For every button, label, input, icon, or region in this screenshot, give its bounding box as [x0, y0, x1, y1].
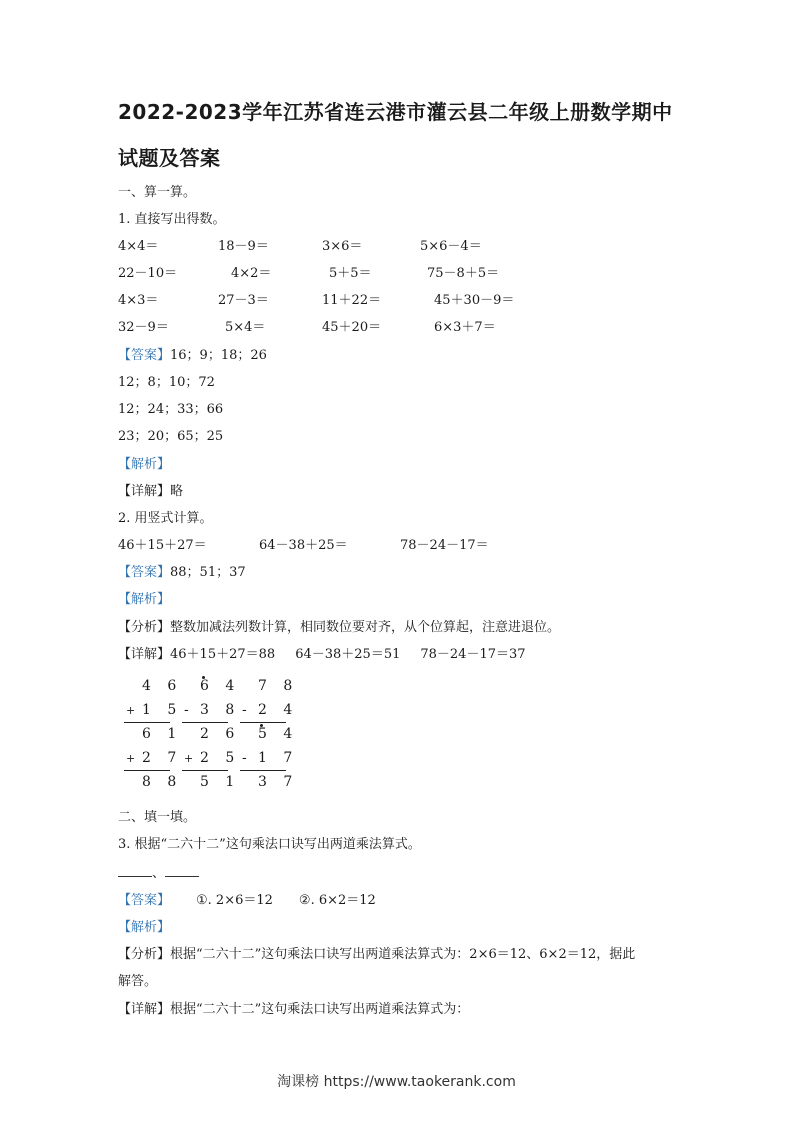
detail-tag: 【详解】 — [118, 484, 171, 499]
q1-answer-line1 — [118, 344, 267, 363]
q1-prompt: 1. 直接写出得数。 — [118, 212, 226, 227]
vertical-row: 1 7 — [258, 750, 299, 766]
q1-expr: 75－8＋5＝ — [427, 266, 500, 281]
detail-tag: 【详解】 — [118, 1002, 171, 1017]
detail-item: 64－38＋25＝51 — [295, 647, 401, 662]
answer-tag: 【答案】 — [118, 348, 171, 363]
q1-expr: 4×3＝ — [118, 293, 159, 308]
answer-text: 16；9；18；26 — [170, 348, 267, 363]
vertical-row: 8 8 — [142, 774, 183, 790]
detail-item: 46＋15＋27＝88 — [170, 647, 276, 662]
detail-text: 根据“二六十二”这句乘法口诀写出两道乘法算式为： — [170, 1002, 470, 1017]
vertical-line — [124, 770, 170, 771]
fenxi-text: 根据“二六十二”这句乘法口诀写出两道乘法算式为：2×6＝12、6×2＝12，据此 — [170, 947, 636, 962]
q3-fenxi — [118, 943, 635, 962]
q1-expr: 18－9＝ — [218, 239, 269, 254]
vertical-op: - — [242, 702, 253, 718]
q2-answer — [118, 561, 246, 580]
vertical-row: 6 4 — [200, 678, 241, 694]
section1-heading: 一、算一算。 — [118, 185, 197, 200]
vertical-line — [240, 722, 286, 723]
q1-expr: 4×2＝ — [231, 266, 272, 281]
answer-item: ②. 6×2＝12 — [298, 893, 376, 908]
vertical-line — [124, 722, 170, 723]
q1-expr: 6×3＋7＝ — [434, 320, 496, 335]
vertical-row: 3 7 — [258, 774, 299, 790]
q2-expr: 78－24－17＝ — [400, 538, 489, 553]
q1-answer-line4: 23；20；65；25 — [118, 429, 224, 444]
vertical-row: 2 4 — [258, 702, 299, 718]
q1-expr: 27－3＝ — [218, 293, 269, 308]
vertical-row: 4 6 — [142, 678, 183, 694]
q2-expr: 64－38＋25＝ — [259, 538, 348, 553]
vertical-row: 1 5 — [142, 702, 183, 718]
detail-tag: 【详解】 — [118, 647, 171, 662]
answer-blank[interactable] — [118, 864, 152, 877]
q3-analysis-tag: 【解析】 — [118, 920, 171, 935]
fenxi-text: 整数加减法列数计算，相同数位要对齐，从个位算起，注意进退位。 — [170, 620, 561, 635]
q2-detail — [118, 643, 526, 662]
q1-expr: 5＋5＝ — [329, 266, 372, 281]
blank-separator: 、 — [152, 866, 166, 881]
vertical-row: 5 4 — [258, 726, 299, 742]
vertical-line — [182, 770, 228, 771]
q2-prompt: 2. 用竖式计算。 — [118, 511, 213, 526]
answer-tag: 【答案】 — [118, 893, 171, 908]
q1-expr: 22－10＝ — [118, 266, 178, 281]
vertical-line — [240, 770, 286, 771]
vertical-row: 2 5 — [200, 750, 241, 766]
q2-expr: 46＋15＋27＝ — [118, 538, 207, 553]
vertical-op: + — [184, 752, 200, 765]
vertical-row: 2 7 — [142, 750, 183, 766]
vertical-row: 3 8 — [200, 702, 241, 718]
q1-expr: 45＋20＝ — [322, 320, 382, 335]
vertical-calc-a — [122, 676, 183, 796]
q2-analysis-tag: 【解析】 — [118, 592, 171, 607]
q1-expr: 32－9＝ — [118, 320, 169, 335]
section2-heading: 二、填一填。 — [118, 810, 197, 825]
q3-fenxi-cont: 解答。 — [118, 974, 158, 989]
vertical-row: 2 6 — [200, 726, 241, 742]
q1-answer-line3: 12；24；33；66 — [118, 402, 224, 417]
q3-detail — [118, 998, 469, 1017]
q1-expr: 4×4＝ — [118, 239, 159, 254]
footer-watermark: 淘课榜 https://www.taokerank.com — [277, 1074, 516, 1090]
vertical-line — [182, 722, 228, 723]
detail-text: 略 — [170, 484, 184, 499]
vertical-row: 6 1 — [142, 726, 183, 742]
document-title-line2: 试题及答案 — [118, 146, 221, 170]
detail-item: 78－24－17＝37 — [420, 647, 526, 662]
document-title-line1: 2022-2023学年江苏省连云港市灌云县二年级上册数学期中 — [118, 100, 673, 124]
q2-fenxi — [118, 616, 560, 635]
vertical-calc-c — [238, 676, 299, 796]
q1-detail — [118, 480, 183, 499]
answer-item: ①. 2×6＝12 — [196, 893, 273, 908]
q3-prompt: 3. 根据“二六十二”这句乘法口诀写出两道乘法算式。 — [118, 837, 421, 852]
q3-answer — [118, 889, 376, 908]
vertical-op: - — [184, 702, 195, 718]
q1-answer-line2: 12；8；10；72 — [118, 375, 215, 390]
q1-expr: 5×4＝ — [225, 320, 266, 335]
q1-analysis-tag: 【解析】 — [118, 457, 171, 472]
answer-blank[interactable] — [165, 864, 199, 877]
vertical-row: 7 8 — [258, 678, 299, 694]
vertical-calc-b — [180, 676, 241, 796]
vertical-op: - — [242, 750, 253, 766]
vertical-row: 5 1 — [200, 774, 241, 790]
answer-text: 88；51；37 — [170, 565, 246, 580]
fenxi-tag: 【分析】 — [118, 620, 171, 635]
q3-blanks — [118, 862, 199, 881]
answer-tag: 【答案】 — [118, 565, 171, 580]
q1-expr: 3×6＝ — [322, 239, 363, 254]
vertical-op: + — [126, 704, 142, 717]
fenxi-tag: 【分析】 — [118, 947, 171, 962]
q1-expr: 5×6－4＝ — [420, 239, 482, 254]
vertical-op: + — [126, 752, 142, 765]
q1-expr: 11＋22＝ — [322, 293, 382, 308]
q1-expr: 45＋30－9＝ — [434, 293, 515, 308]
